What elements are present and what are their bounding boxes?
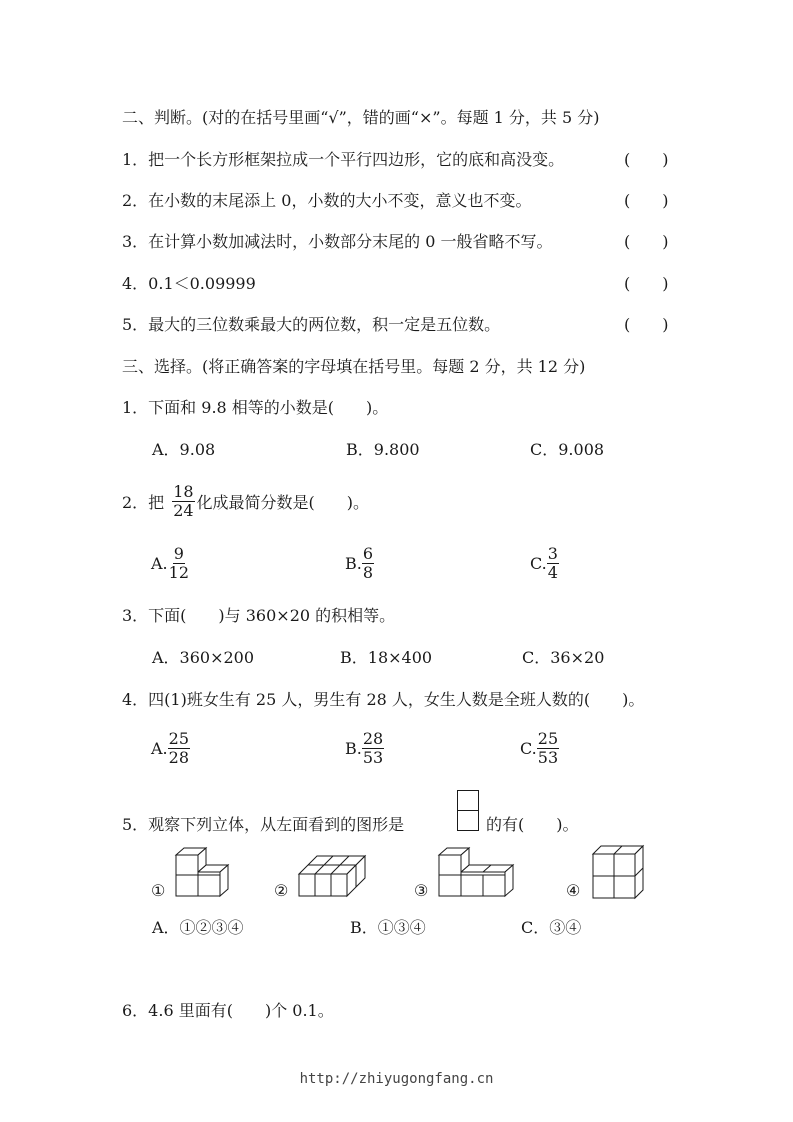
- choice-q1: 1．下面和 9.8 相等的小数是( )。: [122, 398, 389, 417]
- figure-label-4: ④: [566, 881, 581, 900]
- q2-option-a: A. $\frac{9}{12}$: [151, 544, 189, 582]
- judge-item-1: 1．把一个长方形框架拉成一个平行四边形，它的底和高没变。: [122, 150, 565, 169]
- q3-option-a: A．360×200: [152, 648, 255, 667]
- figure-label-3: ③: [414, 881, 429, 900]
- footer-url: http://zhiyugongfang.cn: [299, 1071, 494, 1087]
- q1-option-b: B．9.800: [346, 440, 420, 459]
- judge-item-3: 3．在计算小数加减法时，小数部分末尾的 0 一般省略不写。: [122, 232, 553, 251]
- q4-option-b: B. $\frac{28}{53}$: [345, 729, 384, 767]
- q2-prefix: 2．把: [122, 493, 165, 512]
- judge-answer-paren-1: ( ): [624, 150, 669, 169]
- solid-figure-2-icon: [299, 856, 365, 898]
- choice-q5-prefix: 5．观察下列立体，从左面看到的图形是: [122, 815, 405, 834]
- q2-fraction: $\frac{18}{24}$: [173, 482, 194, 520]
- q5-option-b: B．①③④: [350, 918, 426, 937]
- section3-heading: 三、选择。(将正确答案的字母填在括号里。每题 2 分，共 12 分): [122, 357, 586, 376]
- choice-q2: [122, 483, 369, 520]
- judge-answer-paren-3: ( ): [624, 232, 669, 251]
- q2-option-b: B. $\frac{6}{8}$: [345, 544, 374, 582]
- q4-option-a: A. $\frac{25}{28}$: [151, 729, 189, 767]
- judge-item-5: 5．最大的三位数乘最大的两位数，积一定是五位数。: [122, 315, 501, 334]
- judge-item-4: 4．0.1＜0.09999: [122, 274, 256, 293]
- judge-answer-paren-4: ( ): [624, 274, 669, 293]
- q2-suffix: 化成最简分数是( )。: [196, 493, 370, 512]
- judge-item-2: 2．在小数的末尾添上 0，小数的大小不变，意义也不变。: [122, 191, 532, 210]
- q3-option-c: C．36×20: [522, 648, 605, 667]
- choice-q5-suffix: 的有( )。: [486, 815, 579, 834]
- q1-option-c: C．9.008: [530, 440, 605, 459]
- section2-heading: 二、判断。(对的在括号里画“√”，错的画“×”。每题 1 分，共 5 分): [122, 108, 600, 127]
- q4-option-c: C. $\frac{25}{53}$: [520, 729, 559, 767]
- q2-option-c: C. $\frac{3}{4}$: [530, 544, 558, 582]
- solid-figure-1-icon: [176, 848, 232, 900]
- choice-q6: 6．4.6 里面有( )个 0.1。: [122, 1001, 334, 1020]
- judge-answer-paren-5: ( ): [624, 315, 669, 334]
- choice-q3: 3．下面( )与 360×20 的积相等。: [122, 606, 396, 625]
- q5-option-c: C．③④: [521, 918, 582, 937]
- figure-label-2: ②: [274, 881, 289, 900]
- q1-option-a: A．9.08: [152, 440, 216, 459]
- solid-figure-3-icon: [439, 848, 515, 900]
- figure-label-1: ①: [151, 881, 166, 900]
- choice-q4: 4．四(1)班女生有 25 人，男生有 28 人，女生人数是全班人数的( )。: [122, 690, 645, 709]
- solid-figure-4-icon: [593, 846, 643, 900]
- judge-answer-paren-2: ( ): [624, 191, 669, 210]
- q5-option-a: A．①②③④: [152, 918, 244, 937]
- q5-left-view-icon: [457, 790, 481, 832]
- q3-option-b: B．18×400: [340, 648, 433, 667]
